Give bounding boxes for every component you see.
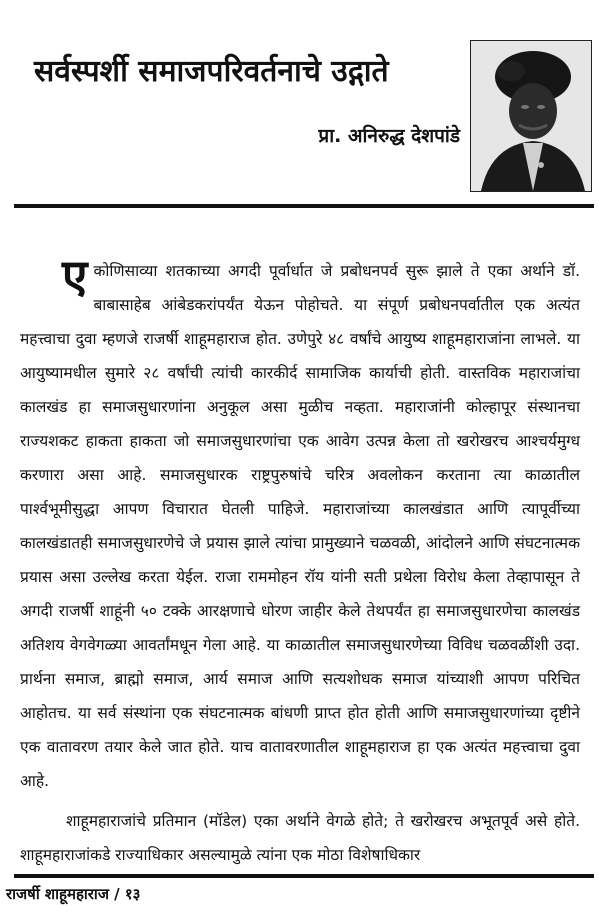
article-body [20, 249, 580, 872]
paragraph-2: शाहूमहाराजांचे प्रतिमान (मॉडेल) एका अर्थाने वेगळे होते; ते खरोखरच अभूतपूर्व असे होते. शाहूमहाराजांकडे राज्याधिकार असल्यामुळे त्यांना एक मोठा विशेषाधिकार [20, 812, 580, 864]
author-name: प्रा. अनिरुद्ध देशपांडे [318, 125, 460, 147]
footer-divider [14, 874, 594, 878]
paragraph-1 [20, 249, 580, 798]
portrait-figure-icon [471, 41, 591, 191]
running-footer: राजर्षी शाहूमहाराज / १३ [6, 885, 141, 903]
drop-cap: ए [62, 249, 88, 303]
paragraph-1-text: कोणिसाव्या शतकाच्या अगदी पूर्वार्धात जे प्रबोधनपर्व सुरू झाले ते एका अर्थाने डॉ. बाबासाहेब आंबेडकरांपर्यंत येऊन पोहोचते. या संपूर्ण प्रबोधनपर्वातील एक अत्यंत महत्त्वाचा दुवा म्हणजे राजर्षी शाहूमहाराज होत. उणेपुरे ४८ वर्षांचे आयुष्य शाहूमहाराजांना लाभले. या आयुष्यामधील सुमारे २८ वर्षांची त्यांची कारकीर्द सामाजिक कार्याची होती. वास्तविक महाराजांचा कालखंड हा समाजसुधारणांना अनुकूल असा मुळीच नव्हता. महाराजांनी कोल्हापूर संस्थानचा राज्यशकट हाकता हाकता जो समाजसुधारणांचा एक आवेग उत्पन्न केला तो खरोखरच आश्चर्यमुग्ध करणारा असा आहे. समाजसुधारक राष्ट्रपुरुषांचे चरित्र अवलोकन करताना त्या काळातील पार्श्वभूमीसुद्धा आपण विचारात घेतली पाहिजे. महाराजांच्या कालखंडात आणि त्यापूर्वीच्या कालखंडातही समाजसुधारणेचे जे प्रयास झाले त्यांचा प्रामुख्याने चळवळी, आंदोलने आणि संघटनात्मक प्रयास असा उल्लेख करता येईल. राजा राममोहन रॉय यांनी सती प्रथेला विरोध केला तेव्हापासून ते अगदी राजर्षी शाहूंनी ५० टक्के आरक्षणाचे धोरण जाहीर केले तेथपर्यंत हा समाजसुधारणेचा कालखंड अतिशय वेगवेगळ्या आवर्तांमधून गेला आहे. या काळातील समाजसुधारणेच्या विविध चळवळींशी उदा. प्रार्थना समाज, ब्राह्मो समाज, आर्य समाज आणि सत्यशोधक समाज यांच्याशी आपण परिचित आहोतच. या सर्व संस्थांना एक संघटनात्मक बांधणी प्राप्त होत होती आणि समाजसुधारणांच्या दृष्टीने एक वातावरण तयार केले जात होते. याच वातावरणातील शाहूमहाराज हा एक अत्यंत महत्त्वाचा दुवा आहे. [20, 262, 580, 790]
header-divider [14, 204, 594, 208]
article-title: सर्वस्पर्शी समाजपरिवर्तनाचे उद्गाते [34, 54, 389, 89]
portrait-photo [470, 40, 592, 192]
